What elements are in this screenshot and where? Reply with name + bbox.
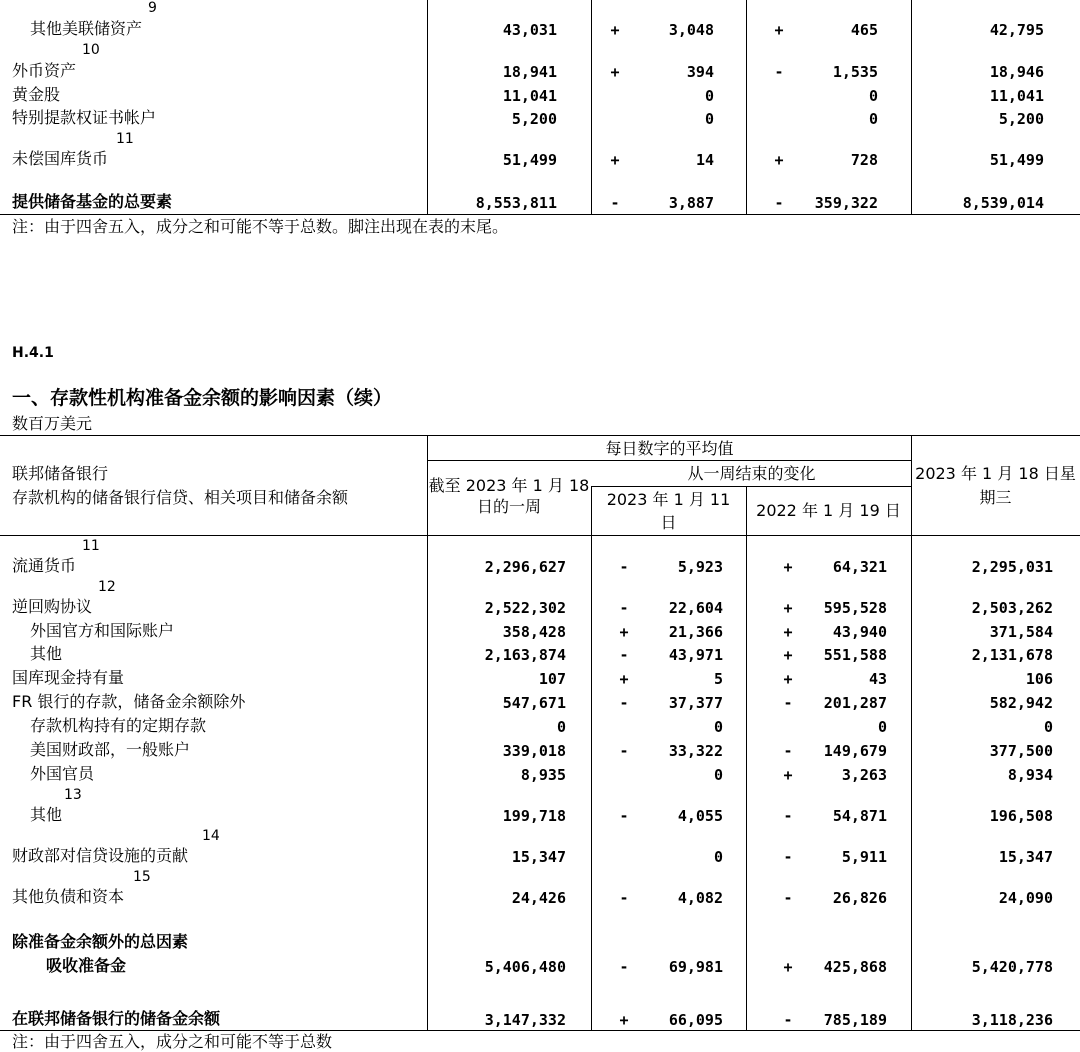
cell-sign: - (619, 958, 629, 976)
cell-value: 582,942 (989, 694, 1053, 712)
cell-sign: + (783, 599, 793, 617)
cell-value: 465 (850, 21, 878, 39)
cell-value: 551,588 (823, 646, 887, 664)
cell-value: 2,295,031 (971, 558, 1053, 576)
cell-value: 3,887 (668, 194, 714, 212)
cell-value: 54,871 (832, 807, 887, 825)
cell-value: 4,055 (677, 807, 723, 825)
cell-value: 2,131,678 (971, 646, 1053, 664)
cell-value: 0 (868, 110, 878, 128)
cell-value: 107 (538, 670, 566, 688)
cell-value: 18,941 (502, 63, 557, 81)
row-label: 美国财政部，一般账户 (30, 740, 191, 759)
row-label: 其他 (30, 644, 63, 663)
footnote-marker: 13 (64, 787, 82, 803)
cell-value: 196,508 (989, 807, 1053, 825)
cell-value: 371,584 (989, 623, 1053, 641)
col4-header-line2: 期三 (979, 488, 1012, 507)
cell-sign: - (619, 742, 629, 760)
cell-value: 5,200 (998, 110, 1044, 128)
cell-value: 69,981 (668, 958, 723, 976)
cell-value: 201,287 (823, 694, 887, 712)
cell-sign: - (783, 742, 793, 760)
row-label: 外币资产 (12, 61, 77, 80)
col1-header-line1: 截至 2023 年 1 月 18 (428, 476, 590, 495)
cell-value: 2,296,627 (484, 558, 566, 576)
cell-value: 5,911 (841, 848, 887, 866)
cell-value: 4,082 (677, 889, 723, 907)
footnote-marker: 9 (148, 0, 157, 16)
cell-value: 547,671 (502, 694, 566, 712)
cell-value: 0 (556, 718, 566, 736)
cell-value: 21,366 (668, 623, 723, 641)
cell-value: 0 (1043, 718, 1053, 736)
row-label: 流通货币 (12, 556, 77, 575)
row-label: 其他 (30, 805, 63, 824)
cell-value: 2,163,874 (484, 646, 566, 664)
cell-sign: + (774, 21, 784, 39)
cell-sign: + (619, 1011, 629, 1029)
cell-value: 22,604 (668, 599, 723, 617)
cell-value: 5,200 (511, 110, 557, 128)
cell-value: 377,500 (989, 742, 1053, 760)
cell-value: 14 (695, 151, 714, 169)
cell-value: 5,923 (677, 558, 723, 576)
row-label: 提供储备基金的总要素 (12, 192, 173, 211)
cell-value: 43,940 (832, 623, 887, 641)
header-bottom-rule (0, 535, 1080, 536)
cell-value: 0 (713, 766, 723, 784)
cell-sign: - (619, 807, 629, 825)
row-label: 未偿国库货币 (12, 149, 109, 168)
cell-value: 26,826 (832, 889, 887, 907)
col1-header-line2: 日的一周 (476, 497, 541, 516)
cell-sign: - (774, 63, 784, 81)
col2-header-line2: 日 (660, 513, 677, 532)
row-label: 在联邦储备银行的储备金余额 (12, 1009, 221, 1028)
change-group-rule (591, 486, 912, 487)
cell-sign: + (783, 646, 793, 664)
col2-header-line1: 2023 年 1 月 11 (606, 490, 731, 509)
cell-value: 359,322 (814, 194, 878, 212)
top-table-bottom-rule (0, 214, 1080, 215)
cell-sign: - (619, 558, 629, 576)
cell-value: 2,503,262 (971, 599, 1053, 617)
cell-value: 3,263 (841, 766, 887, 784)
row-label: 国库现金持有量 (12, 668, 125, 687)
cell-value: 0 (877, 718, 887, 736)
cell-value: 149,679 (823, 742, 887, 760)
cell-value: 24,426 (511, 889, 566, 907)
unit-label: 数百万美元 (12, 414, 93, 433)
main-table-bottom-rule (0, 1030, 1080, 1031)
cell-value: 5,406,480 (484, 958, 566, 976)
cell-value: 43,971 (668, 646, 723, 664)
row-label: 外国官员 (30, 764, 95, 783)
cell-value: 11,041 (989, 87, 1044, 105)
row-label: 特别提款权证书帐户 (12, 108, 157, 127)
cell-value: 3,147,332 (484, 1011, 566, 1029)
cell-sign: + (610, 151, 620, 169)
row-label: 存款机构持有的定期存款 (30, 716, 207, 735)
col3-header: 2022 年 1 月 19 日 (756, 501, 901, 520)
cell-sign: + (610, 21, 620, 39)
cell-value: 1,535 (832, 63, 878, 81)
cell-sign: - (619, 694, 629, 712)
cell-value: 785,189 (823, 1011, 887, 1029)
cell-sign: + (783, 958, 793, 976)
cell-value: 18,946 (989, 63, 1044, 81)
cell-value: 8,539,014 (962, 194, 1044, 212)
row-label: 其他美联储资产 (30, 19, 143, 38)
cell-value: 199,718 (502, 807, 566, 825)
cell-value: 728 (850, 151, 878, 169)
footnote-marker: 15 (133, 869, 151, 885)
cell-value: 33,322 (668, 742, 723, 760)
cell-sign: + (783, 623, 793, 641)
cell-value: 0 (868, 87, 878, 105)
cell-value: 8,935 (520, 766, 566, 784)
footnote-marker: 12 (98, 579, 116, 595)
cell-sign: + (610, 63, 620, 81)
cell-value: 8,553,811 (475, 194, 557, 212)
cell-value: 64,321 (832, 558, 887, 576)
cell-value: 51,499 (502, 151, 557, 169)
cell-value: 358,428 (502, 623, 566, 641)
cell-value: 0 (704, 110, 714, 128)
cell-sign: - (783, 889, 793, 907)
section-title: 一、存款性机构准备金余额的影响因素（续） (12, 387, 393, 409)
table-note: 注：由于四舍五入，成分之和可能不等于总数 (12, 1032, 333, 1051)
cell-sign: - (619, 599, 629, 617)
cell-value: 0 (713, 718, 723, 736)
cell-value: 5,420,778 (971, 958, 1053, 976)
cell-sign: + (619, 670, 629, 688)
cell-value: 5 (713, 670, 723, 688)
cell-value: 15,347 (511, 848, 566, 866)
cell-value: 51,499 (989, 151, 1044, 169)
cell-value: 0 (713, 848, 723, 866)
cell-sign: + (774, 151, 784, 169)
cell-value: 2,522,302 (484, 599, 566, 617)
cell-sign: + (783, 766, 793, 784)
cell-value: 42,795 (989, 21, 1044, 39)
cell-value: 24,090 (998, 889, 1053, 907)
cell-sign: - (619, 646, 629, 664)
footnote-marker: 11 (116, 131, 134, 147)
cell-value: 8,934 (1007, 766, 1053, 784)
cell-value: 3,118,236 (971, 1011, 1053, 1029)
cell-value: 0 (704, 87, 714, 105)
footnote-marker: 10 (82, 42, 100, 58)
cell-sign: - (783, 807, 793, 825)
cell-value: 66,095 (668, 1011, 723, 1029)
row-label: 逆回购协议 (12, 597, 93, 616)
row-label: 财政部对信贷设施的贡献 (12, 846, 189, 865)
cell-value: 43 (868, 670, 887, 688)
avg-group-header: 每日数字的平均值 (605, 439, 734, 458)
cell-sign: - (610, 194, 620, 212)
table-note: 注：由于四舍五入，成分之和可能不等于总数。脚注出现在表的末尾。 (12, 217, 509, 236)
header-left-line2: 存款机构的储备银行信贷、相关项目和储备余额 (12, 488, 349, 507)
row-label: FR 银行的存款，储备金余额除外 (12, 692, 246, 711)
row-label-continued: 吸收准备金 (46, 956, 127, 975)
cell-sign: - (783, 694, 793, 712)
col4-header-line1: 2023 年 1 月 18 日星 (915, 464, 1076, 483)
cell-sign: + (619, 623, 629, 641)
change-group-header: 从一周结束的变化 (687, 464, 816, 483)
avg-group-rule (427, 460, 912, 461)
cell-sign: + (783, 670, 793, 688)
cell-value: 339,018 (502, 742, 566, 760)
cell-value: 106 (1025, 670, 1053, 688)
cell-value: 595,528 (823, 599, 887, 617)
cell-value: 11,041 (502, 87, 557, 105)
cell-value: 3,048 (668, 21, 714, 39)
row-label: 黄金股 (12, 85, 61, 104)
cell-value: 394 (686, 63, 714, 81)
cell-value: 15,347 (998, 848, 1053, 866)
cell-sign: - (619, 889, 629, 907)
cell-sign: + (783, 558, 793, 576)
footnote-marker: 14 (202, 828, 220, 844)
section-code: H.4.1 (12, 345, 54, 361)
cell-value: 37,377 (668, 694, 723, 712)
cell-sign: - (783, 1011, 793, 1029)
cell-sign: - (783, 848, 793, 866)
cell-value: 43,031 (502, 21, 557, 39)
row-label: 其他负债和资本 (12, 887, 125, 906)
cell-sign: - (774, 194, 784, 212)
header-top-rule (0, 435, 1080, 436)
row-label: 外国官方和国际账户 (30, 621, 175, 640)
header-left-line1: 联邦储备银行 (12, 464, 109, 483)
cell-value: 425,868 (823, 958, 887, 976)
row-label: 除准备金余额外的总因素 (12, 932, 189, 951)
footnote-marker: 11 (82, 538, 100, 554)
